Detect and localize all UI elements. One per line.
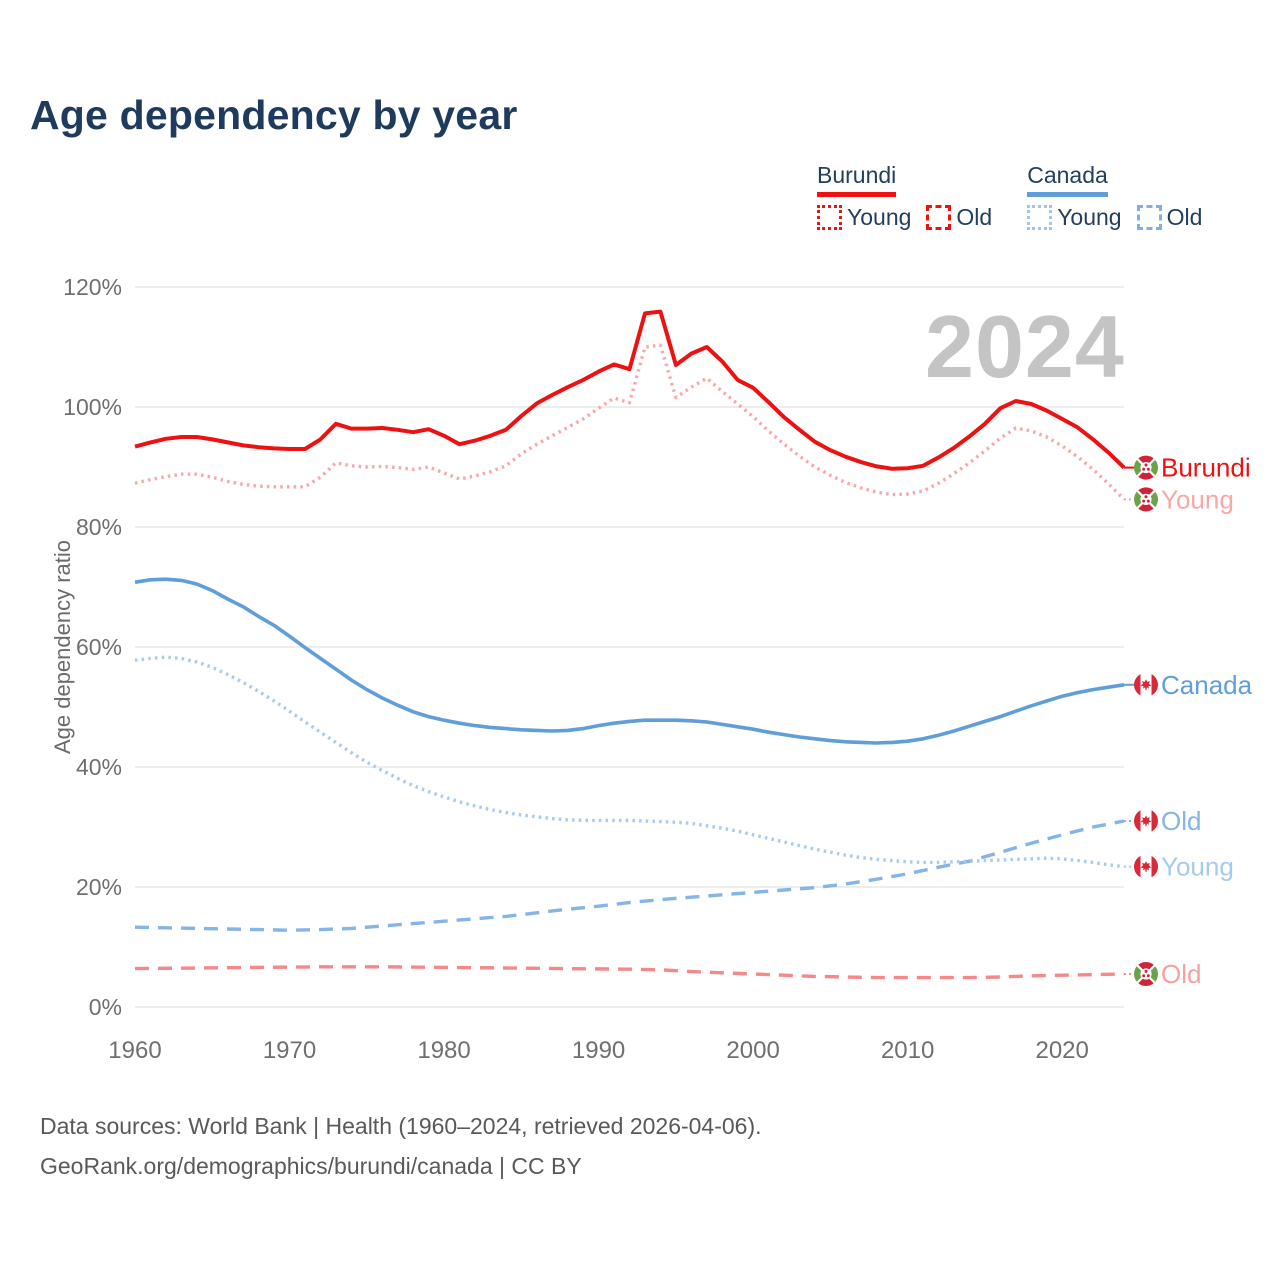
- y-tick-label-120: 120%: [63, 274, 122, 300]
- x-tick-label-1980: 1980: [417, 1037, 471, 1064]
- series-end-label-burundi-old[interactable]: Old: [1161, 959, 1202, 989]
- y-tick-label-80: 80%: [75, 514, 122, 540]
- y-tick-label-60: 60%: [75, 634, 122, 660]
- legend-item-canada-old[interactable]: Old: [1166, 204, 1203, 230]
- canada-flag-icon: [1133, 855, 1159, 879]
- x-tick-label-1990: 1990: [571, 1037, 626, 1064]
- series-end-label-burundi-young[interactable]: Young: [1161, 484, 1234, 515]
- canada-flag-icon: [1133, 673, 1159, 697]
- y-tick-label-40: 40%: [75, 754, 122, 780]
- legend-country-burundi[interactable]: Burundi: [817, 162, 896, 197]
- page-title: Age dependency by year: [30, 92, 518, 138]
- line-canada-old[interactable]: [135, 821, 1124, 930]
- legend-item-burundi-old[interactable]: Old: [956, 204, 993, 230]
- x-tick-label-2010: 2010: [880, 1037, 935, 1064]
- series-end-label-canada-young[interactable]: Young: [1161, 851, 1234, 882]
- x-tick-label-1960: 1960: [108, 1037, 162, 1064]
- line-burundi-old[interactable]: [135, 967, 1124, 978]
- y-tick-label-0: 0%: [88, 994, 122, 1020]
- series-end-label-burundi-total[interactable]: Burundi: [1161, 452, 1251, 483]
- canada-flag-icon: [1133, 809, 1159, 833]
- line-canada-total[interactable]: [135, 579, 1124, 743]
- y-axis-title: Age dependency ratio: [50, 539, 75, 755]
- x-tick-label-1970: 1970: [262, 1037, 317, 1064]
- x-tick-label-2000: 2000: [726, 1037, 780, 1064]
- series-end-label-canada-total[interactable]: Canada: [1161, 669, 1253, 700]
- legend-item-canada-young[interactable]: Young: [1057, 204, 1122, 230]
- attribution-link[interactable]: GeoRank.org/demographics/burundi/canada | CC BY: [40, 1153, 582, 1179]
- line-burundi-total[interactable]: [135, 312, 1124, 469]
- year-watermark: 2024: [925, 297, 1125, 396]
- burundi-flag-icon: [1133, 961, 1159, 987]
- burundi-flag-icon: [1133, 455, 1159, 481]
- x-tick-label-2020: 2020: [1035, 1037, 1089, 1064]
- series-end-label-canada-old[interactable]: Old: [1161, 806, 1202, 836]
- legend-country-canada[interactable]: Canada: [1027, 162, 1108, 197]
- data-source-note: Data sources: World Bank | Health (1960–2024, retrieved 2026-04-06).: [40, 1113, 762, 1139]
- line-canada-young[interactable]: [135, 657, 1124, 866]
- legend-item-burundi-young[interactable]: Young: [847, 204, 912, 230]
- y-tick-label-100: 100%: [63, 394, 122, 420]
- burundi-flag-icon: [1133, 486, 1159, 512]
- footer: [40, 1106, 762, 1186]
- y-tick-label-20: 20%: [75, 874, 122, 900]
